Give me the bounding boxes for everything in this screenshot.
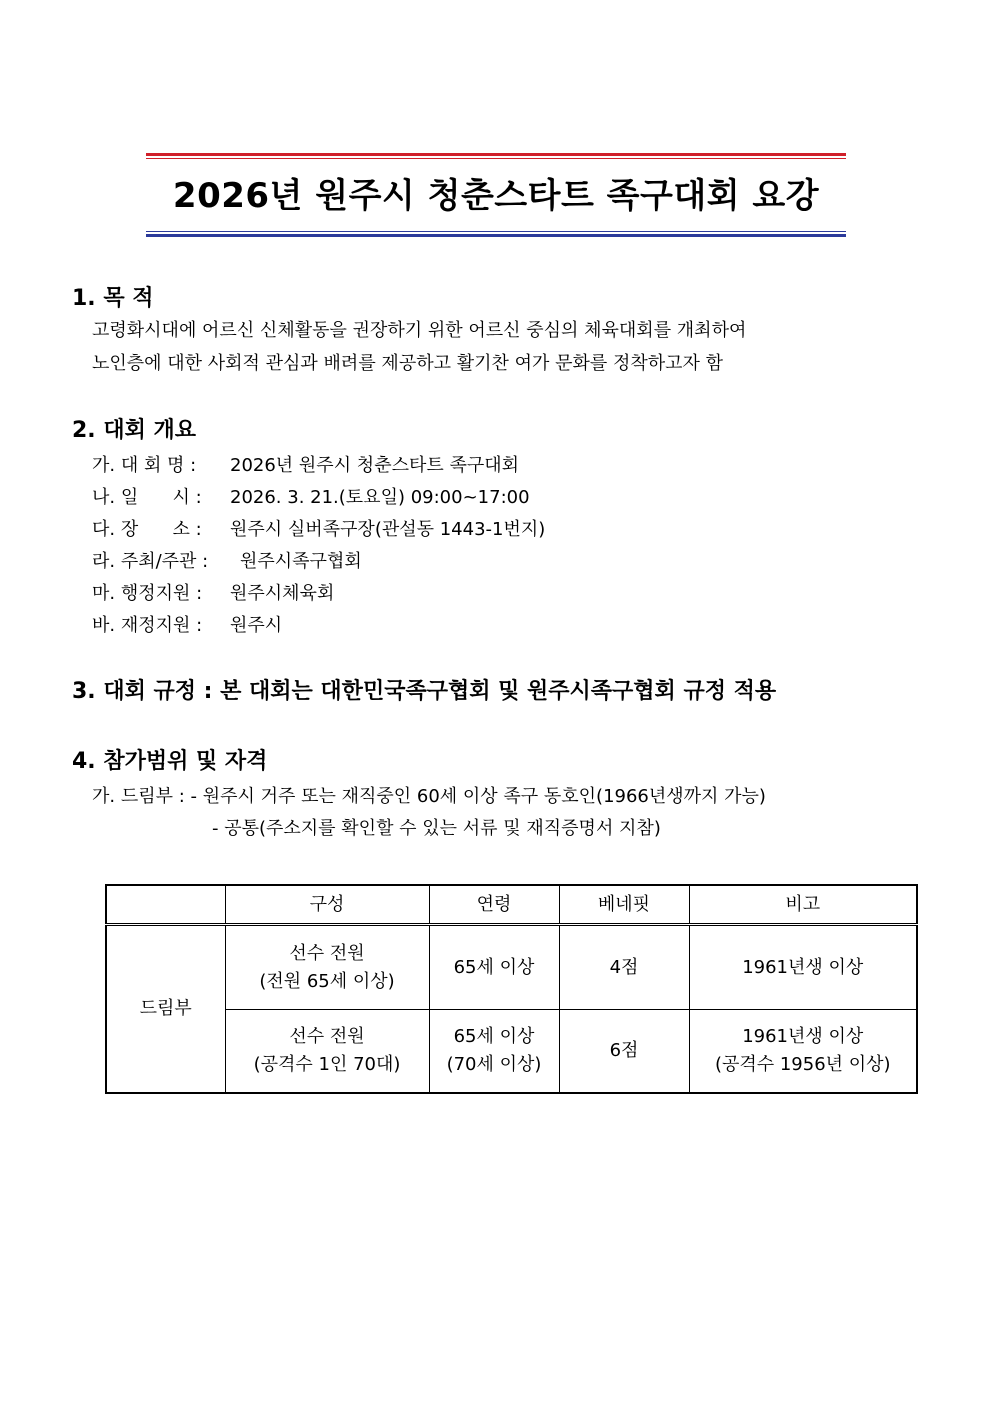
document-title: 2026년 원주시 청춘스타트 족구대회 요강 (172, 176, 820, 216)
overview-value: 원주시체육회 (230, 583, 335, 604)
benefit-cell: 6점 (559, 1010, 689, 1094)
table-header-cell: 베네핏 (559, 885, 689, 925)
section-heading-overview: 2. 대회 개요 (72, 418, 196, 443)
eligibility-line-2: - 공통(주소지를 확인할 수 있는 서류 및 재직증명서 지참) (212, 818, 661, 839)
overview-item-finance-support (92, 611, 282, 637)
overview-label: 마. 행정지원 : (92, 583, 203, 604)
section-heading-eligibility: 4. 참가범위 및 자격 (72, 749, 268, 774)
title-bottom-rule-thin (146, 231, 846, 232)
overview-label: 다. 장 소 : (92, 519, 202, 540)
purpose-line-1: 고령화시대에 어르신 신체활동을 권장하기 위한 어르신 중심의 체육대회를 개최하여 (92, 320, 747, 341)
table-row (106, 925, 917, 1010)
note-cell (689, 925, 917, 1010)
cell-line: (70세 이상) (446, 1054, 542, 1075)
table-header-cell: 구성 (225, 885, 429, 925)
eligibility-table (105, 884, 918, 1094)
cell-line: 1961년생 이상 (742, 1026, 864, 1047)
title-top-rule-thin (146, 158, 846, 159)
section-heading-purpose: 1. 목 적 (72, 286, 154, 311)
division-cell: 드림부 (106, 925, 225, 1094)
table-header-row (106, 885, 917, 925)
composition-cell (225, 925, 429, 1010)
cell-line: (전원 65세 이상) (259, 970, 395, 992)
cell-line: 선수 전원 (289, 942, 365, 964)
table-header-cell: 연령 (429, 885, 559, 925)
overview-value: 2026. 3. 21.(토요일) 09:00~17:00 (230, 487, 530, 508)
benefit-cell: 4점 (559, 925, 689, 1010)
title-bottom-rule-thick (146, 234, 846, 237)
overview-label: 라. 주최/주관 : (92, 551, 209, 572)
cell-line: 선수 전원 (289, 1026, 365, 1047)
overview-value: 원주시족구협회 (240, 551, 362, 572)
cell-line: (공격수 1인 70대) (253, 1054, 401, 1075)
overview-item-venue (92, 515, 545, 541)
purpose-line-2: 노인층에 대한 사회적 관심과 배려를 제공하고 활기찬 여가 문화를 정착하고자 함 (92, 353, 724, 374)
age-cell (429, 1010, 559, 1094)
cell-line: 65세 이상 (453, 956, 535, 978)
overview-value: 2026년 원주시 청춘스타트 족구대회 (230, 455, 520, 476)
overview-item-date (92, 483, 530, 509)
cell-line: 1961년생 이상 (742, 956, 864, 978)
overview-label: 나. 일 시 : (92, 487, 202, 508)
cell-line: (공격수 1956년 이상) (714, 1054, 891, 1075)
note-cell (689, 1010, 917, 1094)
table-row (106, 1010, 917, 1094)
overview-item-name (92, 451, 519, 477)
overview-label: 바. 재정지원 : (92, 615, 203, 636)
overview-value: 원주시 (230, 615, 283, 636)
eligibility-line-1: 가. 드림부 : - 원주시 거주 또는 재직중인 60세 이상 족구 동호인(1966년생까지 가능) (92, 786, 766, 807)
cell-line: 65세 이상 (453, 1026, 535, 1047)
section-heading-rules: 3. 대회 규정 : 본 대회는 대한민국족구협회 및 원주시족구협회 규정 적용 (72, 679, 777, 704)
title-top-rule-thick (146, 153, 846, 156)
overview-value: 원주시 실버족구장(관설동 1443-1번지) (230, 519, 546, 540)
age-cell (429, 925, 559, 1010)
table-header-cell (106, 885, 225, 925)
overview-item-host (92, 547, 362, 573)
overview-item-admin-support (92, 579, 334, 605)
table-header-cell: 비고 (689, 885, 917, 925)
overview-label: 가. 대 회 명 : (92, 455, 197, 476)
composition-cell (225, 1010, 429, 1094)
